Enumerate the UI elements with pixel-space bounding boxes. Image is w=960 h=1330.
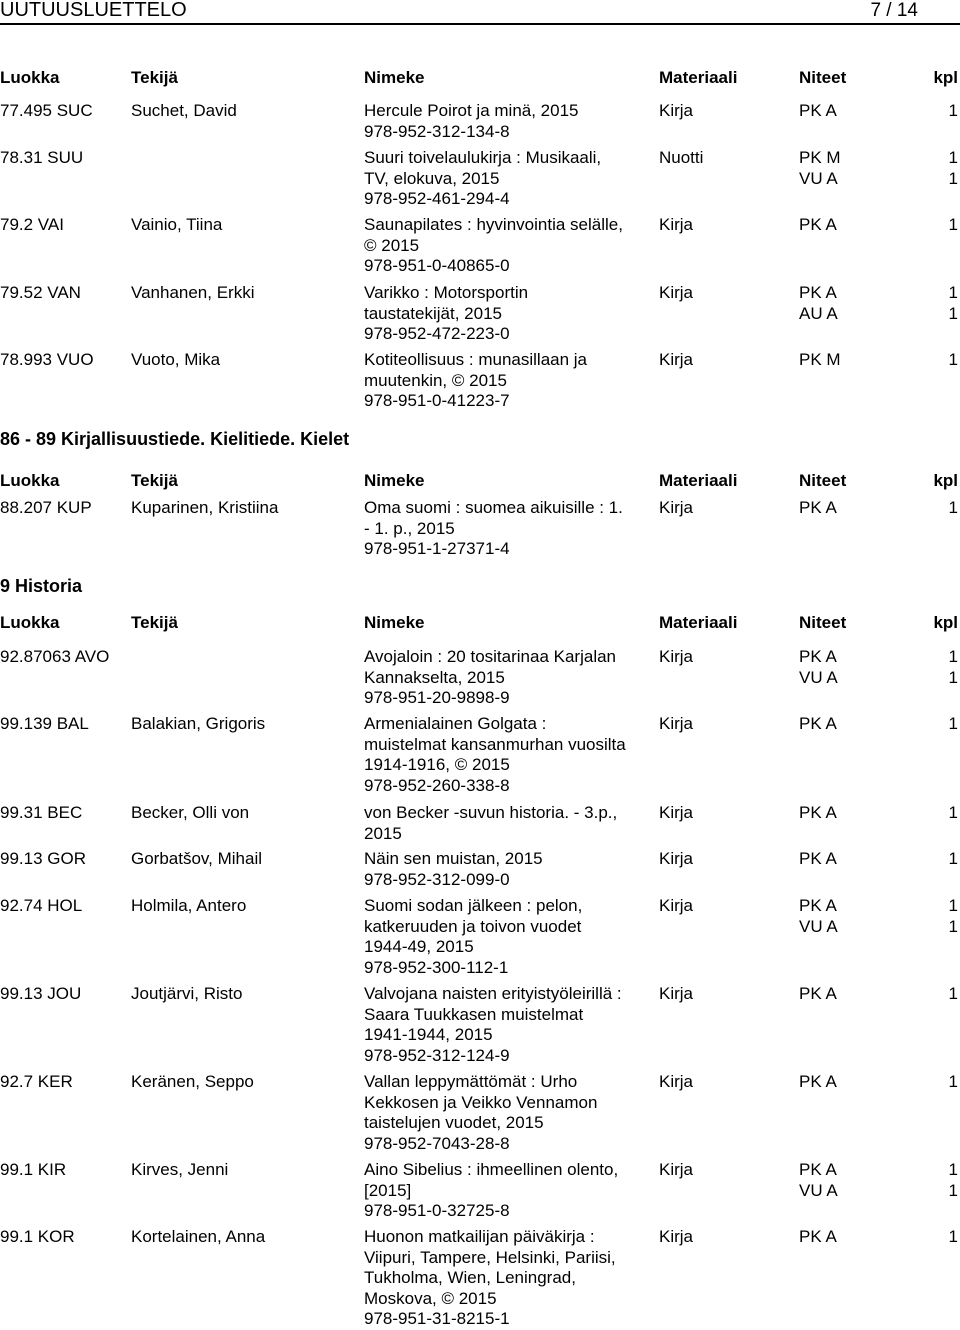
- row-materiaali: Kirja: [659, 714, 694, 733]
- row-nimeke-line: 978-951-31-8215-1: [364, 1309, 510, 1328]
- row-nimeke-line: Näin sen muistan, 2015: [364, 849, 543, 868]
- column-header-luokka: Luokka: [0, 613, 60, 632]
- row-nimeke-line: 978-952-312-124-9: [364, 1045, 510, 1065]
- row-nimeke-line: muutenkin, © 2015: [364, 370, 507, 390]
- row-niteet: [799, 215, 837, 236]
- column-header-materiaali: Materiaali: [659, 471, 738, 490]
- column-header-niteet: Niteet: [799, 471, 847, 490]
- row-nimeke-line: muistelmat kansanmurhan vuosilta: [364, 734, 626, 754]
- row-kpl-line: 1: [948, 849, 958, 868]
- row-materiaali: Kirja: [659, 350, 694, 369]
- row-nimeke-line: Viipuri, Tampere, Helsinki, Pariisi,: [364, 1247, 616, 1267]
- row-kpl-line: 1: [948, 714, 958, 733]
- row-niteet-line: PK M: [799, 350, 841, 369]
- row-luokka: 79.2 VAI: [0, 215, 64, 234]
- row-luokka: 99.1 KIR: [0, 1160, 67, 1179]
- row-niteet-line: PK A: [799, 803, 837, 822]
- row-tekija: Gorbatšov, Mihail: [131, 849, 263, 868]
- row-nimeke: [364, 984, 654, 1066]
- row-nimeke-line: Saara Tuukkasen muistelmat: [364, 1004, 584, 1024]
- row-nimeke-line: Vallan leppymättömät : Urho: [364, 1072, 578, 1091]
- column-header-materiaali: Materiaali: [659, 613, 738, 632]
- column-header-nimeke: Nimeke: [364, 471, 425, 490]
- row-luokka: 78.993 VUO: [0, 350, 94, 369]
- row-tekija: Suchet, David: [131, 101, 237, 120]
- row-niteet-line: PK A: [799, 896, 837, 915]
- row-niteet-line: PK A: [799, 647, 837, 666]
- section-title: 86 - 89 Kirjallisuustiede. Kielitiede. Kielet: [0, 429, 350, 449]
- column-header-kpl: kpl: [933, 613, 958, 632]
- row-nimeke: [364, 714, 654, 796]
- row-kpl: [949, 714, 958, 735]
- row-niteet-line: PK A: [799, 849, 837, 868]
- document-title: UUTUUSLUETTELO: [0, 0, 187, 21]
- row-niteet: [799, 849, 837, 870]
- row-nimeke-line: Kannakselta, 2015: [364, 667, 505, 687]
- row-luokka: 92.7 KER: [0, 1072, 73, 1091]
- row-nimeke: [364, 849, 654, 890]
- row-niteet: [799, 714, 837, 735]
- row-nimeke-line: 2015: [364, 823, 402, 843]
- row-nimeke-line: Moskova, © 2015: [364, 1288, 497, 1308]
- column-header-niteet: Niteet: [799, 68, 847, 87]
- row-niteet: [799, 1072, 837, 1093]
- row-materiaali: Kirja: [659, 896, 694, 915]
- row-kpl: [949, 1160, 958, 1201]
- row-nimeke-line: Varikko : Motorsportin: [364, 283, 529, 302]
- row-kpl-line: 1: [948, 303, 958, 323]
- row-tekija: Kirves, Jenni: [131, 1160, 229, 1179]
- row-materiaali: Kirja: [659, 647, 694, 666]
- row-kpl-line: 1: [948, 896, 958, 915]
- column-header-tekija: Tekijä: [131, 68, 178, 87]
- row-nimeke-line: 978-952-312-134-8: [364, 121, 510, 141]
- row-luokka: 79.52 VAN: [0, 283, 81, 302]
- row-kpl-line: 1: [948, 803, 958, 822]
- row-materiaali: Kirja: [659, 1072, 694, 1091]
- row-kpl: [949, 283, 958, 324]
- row-niteet: [799, 350, 841, 371]
- column-header-tekija: Tekijä: [131, 613, 178, 632]
- row-niteet: [799, 1227, 837, 1248]
- row-nimeke-line: Kekkosen ja Veikko Vennamon: [364, 1092, 598, 1112]
- column-header-luokka: Luokka: [0, 471, 60, 490]
- column-header-materiaali: Materiaali: [659, 68, 738, 87]
- row-kpl: [949, 1072, 958, 1093]
- row-nimeke-line: 1941-1944, 2015: [364, 1025, 493, 1044]
- row-nimeke: [364, 148, 654, 210]
- row-nimeke-line: Armenialainen Golgata :: [364, 714, 547, 733]
- row-niteet-line: PK A: [799, 1160, 837, 1179]
- row-niteet-line: PK A: [799, 498, 837, 517]
- row-nimeke-line: 978-952-461-294-4: [364, 189, 510, 208]
- row-nimeke-line: Kotiteollisuus : munasillaan ja: [364, 350, 588, 369]
- row-nimeke-line: Saunapilates : hyvinvointia selälle,: [364, 215, 623, 234]
- row-kpl-line: 1: [948, 916, 958, 936]
- row-nimeke-line: taustatekijät, 2015: [364, 303, 502, 323]
- row-kpl-line: 1: [948, 667, 958, 687]
- row-kpl: [949, 896, 958, 937]
- row-materiaali: Kirja: [659, 803, 694, 822]
- row-materiaali: Kirja: [659, 849, 694, 868]
- column-header-kpl: kpl: [933, 68, 958, 87]
- row-materiaali: Kirja: [659, 984, 694, 1003]
- row-tekija: Balakian, Grigoris: [131, 714, 266, 733]
- row-luokka: 92.74 HOL: [0, 896, 83, 915]
- row-nimeke-line: [2015]: [364, 1180, 412, 1200]
- row-nimeke-line: 978-951-1-27371-4: [364, 539, 510, 558]
- row-kpl-line: 1: [948, 647, 958, 666]
- row-kpl-line: 1: [948, 283, 958, 302]
- row-nimeke-line: Suuri toivelaulukirja : Musikaali,: [364, 148, 602, 167]
- row-kpl: [949, 350, 958, 371]
- column-header-row: [0, 471, 960, 491]
- column-header-kpl: kpl: [933, 471, 958, 490]
- row-materiaali: Kirja: [659, 283, 694, 302]
- row-kpl: [949, 849, 958, 870]
- row-nimeke-line: 978-951-20-9898-9: [364, 688, 510, 707]
- row-niteet: [799, 1160, 838, 1201]
- row-nimeke: [364, 647, 654, 709]
- row-nimeke-line: katkeruuden ja toivon vuodet: [364, 916, 582, 936]
- row-niteet-line: PK A: [799, 714, 837, 733]
- row-tekija: Vuoto, Mika: [131, 350, 221, 369]
- row-materiaali: Kirja: [659, 215, 694, 234]
- row-niteet-line: VU A: [799, 916, 838, 936]
- row-nimeke: [364, 350, 654, 412]
- row-kpl-line: 1: [948, 498, 958, 517]
- row-niteet-line: VU A: [799, 1180, 838, 1200]
- section-title: 9 Historia: [0, 576, 83, 596]
- row-niteet: [799, 984, 837, 1005]
- row-nimeke-line: taistelujen vuodet, 2015: [364, 1113, 544, 1132]
- row-nimeke-line: 978-952-312-099-0: [364, 869, 510, 889]
- row-luokka: 88.207 KUP: [0, 498, 92, 517]
- row-tekija: Vanhanen, Erkki: [131, 283, 255, 302]
- column-header-nimeke: Nimeke: [364, 613, 425, 632]
- row-niteet: [799, 647, 838, 688]
- row-niteet-line: PK A: [799, 984, 837, 1003]
- header-divider: [0, 23, 960, 25]
- column-header-luokka: Luokka: [0, 68, 60, 87]
- row-luokka: 99.139 BAL: [0, 714, 89, 733]
- row-kpl-line: 1: [948, 148, 958, 167]
- row-tekija: Joutjärvi, Risto: [131, 984, 243, 1003]
- row-materiaali: Nuotti: [659, 148, 704, 167]
- column-header-niteet: Niteet: [799, 613, 847, 632]
- row-luokka: 78.31 SUU: [0, 148, 84, 167]
- row-kpl-line: 1: [948, 984, 958, 1003]
- row-kpl-line: 1: [948, 168, 958, 188]
- row-luokka: 99.1 KOR: [0, 1227, 75, 1246]
- row-nimeke: [364, 1227, 654, 1330]
- row-nimeke-line: 1944-49, 2015: [364, 937, 474, 956]
- row-nimeke-line: Valvojana naisten erityistyöleirillä :: [364, 984, 622, 1003]
- row-kpl-line: 1: [948, 350, 958, 369]
- row-kpl: [949, 1227, 958, 1248]
- row-materiaali: Kirja: [659, 1160, 694, 1179]
- row-nimeke-line: Oma suomi : suomea aikuisille : 1.: [364, 498, 623, 517]
- row-niteet: [799, 283, 838, 324]
- page-header: [0, 0, 960, 21]
- row-tekija: Holmila, Antero: [131, 896, 247, 915]
- row-materiaali: Kirja: [659, 1227, 694, 1246]
- row-kpl-line: 1: [948, 101, 958, 120]
- row-luokka: 99.13 JOU: [0, 984, 82, 1003]
- row-nimeke-line: 978-952-7043-28-8: [364, 1133, 510, 1153]
- row-nimeke-line: 1914-1916, © 2015: [364, 755, 510, 774]
- row-kpl-line: 1: [948, 1072, 958, 1091]
- row-nimeke-line: Tukholma, Wien, Leningrad,: [364, 1268, 576, 1287]
- row-tekija: Becker, Olli von: [131, 803, 250, 822]
- row-nimeke-line: TV, elokuva, 2015: [364, 168, 500, 188]
- row-nimeke-line: Suomi sodan jälkeen : pelon,: [364, 896, 583, 915]
- row-nimeke-line: Hercule Poirot ja minä, 2015: [364, 101, 579, 120]
- row-nimeke: [364, 498, 654, 560]
- row-niteet: [799, 896, 838, 937]
- row-luokka: 77.495 SUC: [0, 101, 93, 120]
- row-tekija: Vainio, Tiina: [131, 215, 223, 234]
- row-tekija: Kuparinen, Kristiina: [131, 498, 279, 517]
- row-materiaali: Kirja: [659, 498, 694, 517]
- page-number: 7 / 14: [870, 0, 918, 21]
- row-nimeke-line: 978-951-0-41223-7: [364, 391, 510, 410]
- row-nimeke: [364, 1160, 654, 1222]
- row-nimeke: [364, 283, 654, 345]
- row-tekija: Keränen, Seppo: [131, 1072, 254, 1091]
- row-kpl-line: 1: [948, 1160, 958, 1179]
- row-niteet-line: PK A: [799, 101, 837, 120]
- row-tekija: Kortelainen, Anna: [131, 1227, 266, 1246]
- row-luokka: 99.31 BEC: [0, 803, 83, 822]
- row-niteet-line: PK M: [799, 148, 841, 167]
- row-kpl-line: 1: [948, 1180, 958, 1200]
- row-niteet-line: VU A: [799, 667, 838, 687]
- row-nimeke-line: Aino Sibelius : ihmeellinen olento,: [364, 1160, 619, 1179]
- row-nimeke-line: von Becker -suvun historia. - 3.p.,: [364, 803, 618, 822]
- column-header-nimeke: Nimeke: [364, 68, 425, 87]
- row-niteet-line: PK A: [799, 215, 837, 234]
- row-nimeke-line: 978-952-472-223-0: [364, 324, 510, 343]
- row-kpl: [949, 101, 958, 122]
- row-niteet-line: AU A: [799, 303, 838, 323]
- row-kpl: [949, 498, 958, 519]
- row-niteet: [799, 803, 837, 824]
- row-nimeke: [364, 215, 654, 277]
- row-nimeke-line: © 2015: [364, 235, 420, 255]
- row-kpl-line: 1: [948, 215, 958, 234]
- row-nimeke-line: 978-952-260-338-8: [364, 775, 510, 795]
- row-niteet-line: PK A: [799, 283, 837, 302]
- row-kpl: [949, 803, 958, 824]
- column-header-tekija: Tekijä: [131, 471, 178, 490]
- row-nimeke-line: - 1. p., 2015: [364, 518, 455, 538]
- row-kpl: [949, 215, 958, 236]
- row-nimeke-line: 978-951-0-40865-0: [364, 256, 510, 275]
- row-nimeke: [364, 1072, 654, 1154]
- row-kpl: [949, 647, 958, 688]
- row-niteet-line: VU A: [799, 168, 838, 188]
- row-kpl: [949, 984, 958, 1005]
- row-nimeke: [364, 803, 654, 844]
- row-nimeke-line: Huonon matkailijan päiväkirja :: [364, 1227, 595, 1246]
- row-kpl-line: 1: [948, 1227, 958, 1246]
- row-niteet-line: PK A: [799, 1227, 837, 1246]
- row-niteet-line: PK A: [799, 1072, 837, 1091]
- row-nimeke: [364, 896, 654, 978]
- row-materiaali: Kirja: [659, 101, 694, 120]
- row-nimeke-line: Avojaloin : 20 tositarinaa Karjalan: [364, 647, 617, 666]
- row-luokka: 92.87063 AVO: [0, 647, 110, 666]
- row-niteet: [799, 148, 841, 189]
- row-luokka: 99.13 GOR: [0, 849, 86, 868]
- row-kpl: [949, 148, 958, 189]
- row-nimeke-line: 978-951-0-32725-8: [364, 1201, 510, 1220]
- column-header-row: [0, 613, 960, 633]
- row-niteet: [799, 498, 837, 519]
- column-header-row: [0, 68, 960, 88]
- row-nimeke: [364, 101, 654, 142]
- row-nimeke-line: 978-952-300-112-1: [364, 957, 509, 977]
- row-niteet: [799, 101, 837, 122]
